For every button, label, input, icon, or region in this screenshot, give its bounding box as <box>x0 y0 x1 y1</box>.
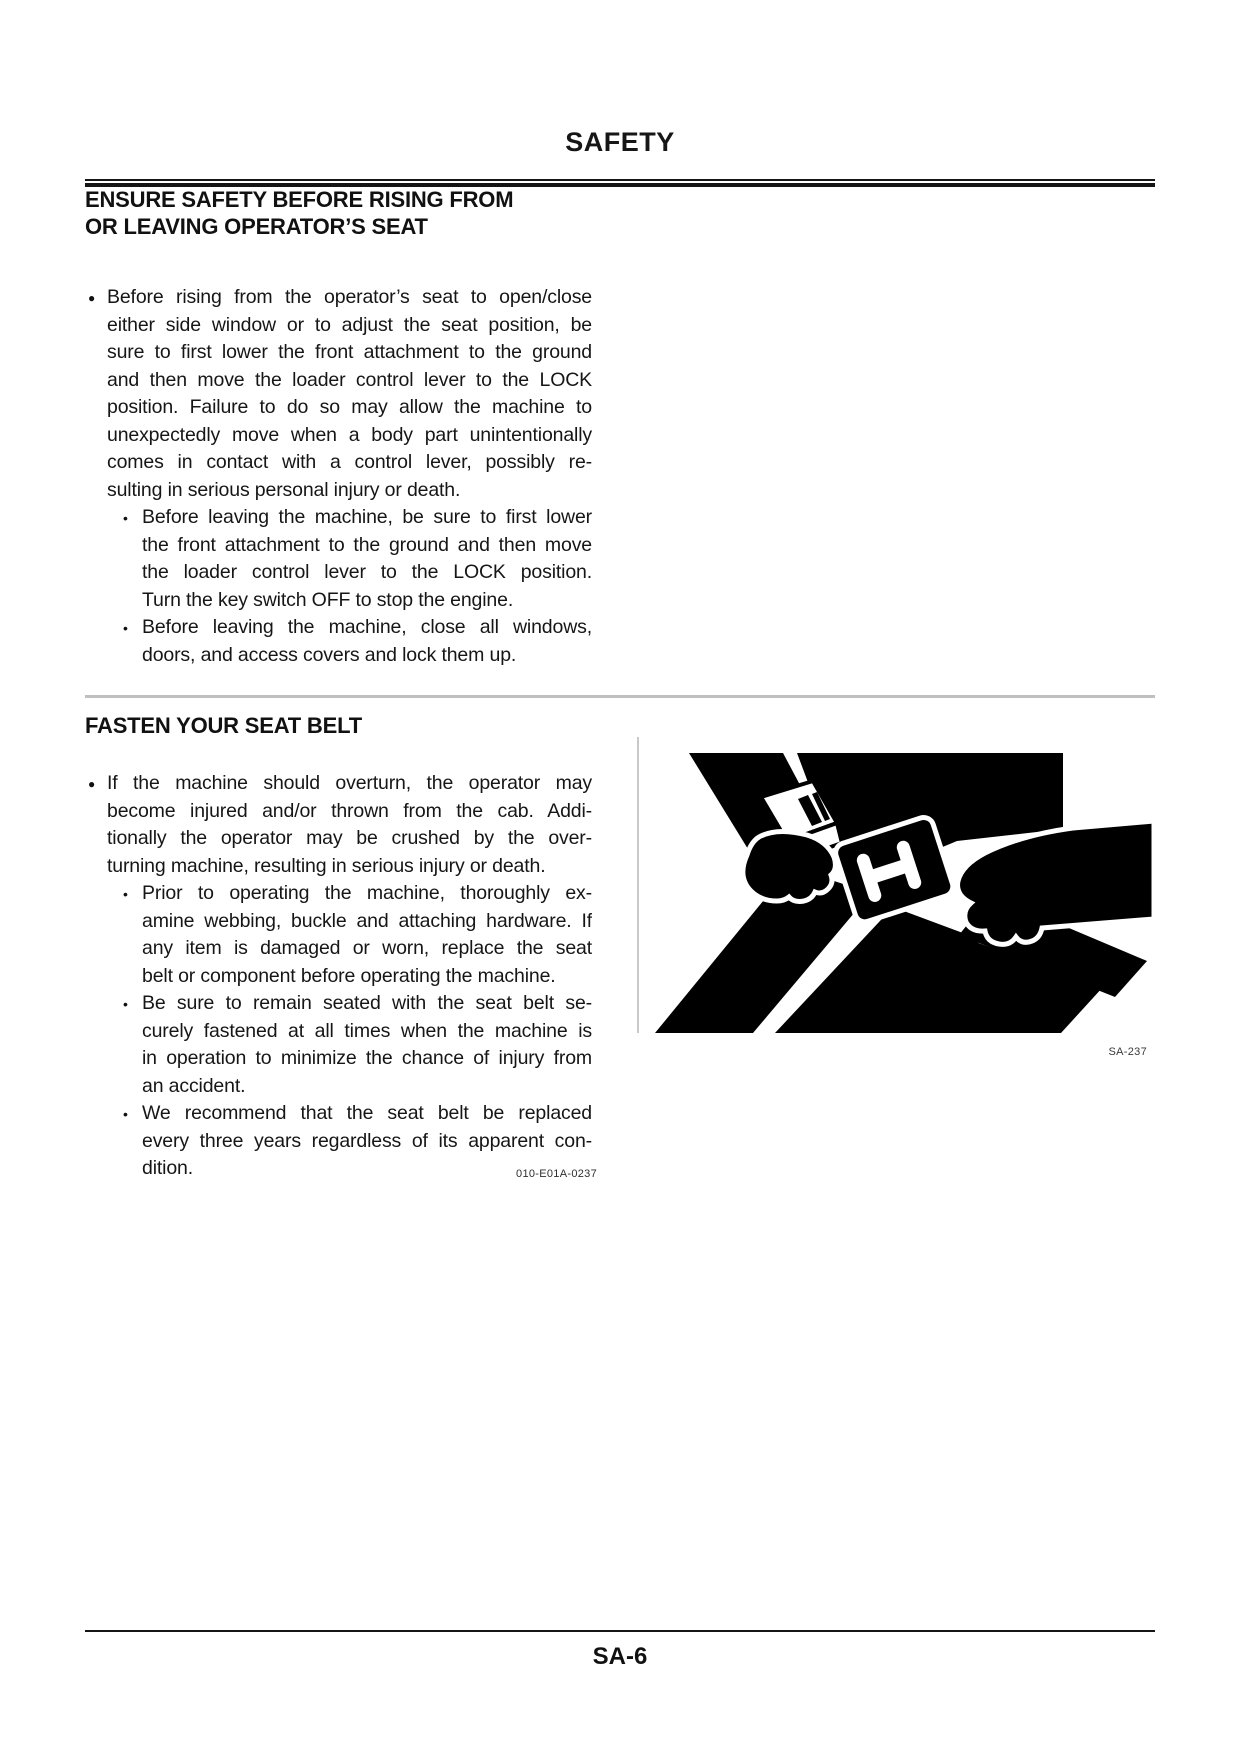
bullet-item <box>85 284 592 504</box>
bullet-text-line: Be sure to remain seated with the seat belt se- <box>142 992 592 1014</box>
bullet-text-line: every three years regardless of its apparent con- <box>142 1129 592 1152</box>
section-divider <box>85 695 1155 698</box>
bullet-marker-icon: ● <box>88 776 96 791</box>
bullet-text-line: and then move the loader control lever to the LOCK <box>107 368 592 391</box>
sub-bullet-marker-icon: • <box>123 995 128 1012</box>
bullet-text-line: comes in contact with a control lever, possibly re- <box>107 451 592 473</box>
bullet-text-line: belt or component before operating the machine. <box>142 964 556 987</box>
footer-rule <box>85 1630 1155 1632</box>
bullet-text-line: Turn the key switch OFF to stop the engine. <box>142 588 514 611</box>
footer-page-number: SA-6 <box>592 1643 648 1670</box>
bullet-text-line: tionally the operator may be crushed by the over- <box>107 827 592 849</box>
bullet-item <box>85 770 592 880</box>
sub-bullet-item <box>85 504 592 614</box>
section-ensure-safety <box>85 186 592 669</box>
page-title: SAFETY <box>565 127 675 157</box>
figure-panel <box>641 735 1154 1033</box>
bullet-text-line: dition. <box>142 1157 193 1179</box>
bullet-text-line: in operation to minimize the chance of injury from <box>142 1047 592 1069</box>
bullet-text-line: amine webbing, buckle and attaching hardware. If <box>142 909 592 932</box>
sub-bullet-item <box>85 614 592 669</box>
seat-belt-buckle-illustration <box>641 735 1154 1033</box>
bullet-text-line: Before rising from the operator’s seat to open/close <box>107 286 592 308</box>
section-heading: FASTEN YOUR SEAT BELT <box>85 713 362 738</box>
sub-bullet-marker-icon: • <box>123 509 128 526</box>
section-fasten-seat-belt <box>85 712 592 1183</box>
sub-bullet-marker-icon: • <box>123 619 128 636</box>
bullet-text-line: turning machine, resulting in serious injury or death. <box>107 854 546 877</box>
bullet-text-line: If the machine should overturn, the operator may <box>107 772 592 794</box>
sub-bullet-item <box>85 880 592 990</box>
bullet-text-line: unexpectedly move when a body part unintentionally <box>107 423 592 446</box>
bullet-text-line: position. Failure to do so may allow the machine to <box>107 396 592 418</box>
bullet-text-line: the front attachment to the ground and then move <box>142 533 592 556</box>
bullet-text-line: We recommend that the seat belt be replaced <box>142 1102 592 1124</box>
bullet-text-line: doors, and access covers and lock them up. <box>142 643 517 666</box>
bullet-marker-icon: ● <box>88 290 96 305</box>
bullet-text-line: an accident. <box>142 1074 246 1097</box>
bullet-text-line: Prior to operating the machine, thoroughly ex- <box>142 882 592 904</box>
bullet-text-line: become injured and/or thrown from the cab. Addi- <box>107 799 592 822</box>
bullet-text-line: sulting in serious personal injury or death. <box>107 478 461 501</box>
bullet-text-line: Before leaving the machine, be sure to first lower <box>142 506 592 528</box>
section-heading: ENSURE SAFETY BEFORE RISING FROM OR LEAVING OPERATOR’S SEAT <box>85 187 514 239</box>
bullet-text-line: Before leaving the machine, close all windows, <box>142 616 592 638</box>
sub-bullet-marker-icon: • <box>123 885 128 902</box>
bullet-text-line: either side window or to adjust the seat position, be <box>107 313 592 336</box>
bullet-text-line: any item is damaged or worn, replace the seat <box>142 937 592 959</box>
sub-bullet-marker-icon: • <box>123 1105 128 1122</box>
bullet-text-line: the loader control lever to the LOCK position. <box>142 561 592 583</box>
bullet-text-line: curely fastened at all times when the machine is <box>142 1019 592 1042</box>
figure-caption: SA-237 <box>1108 1046 1147 1058</box>
bullet-text-line: sure to first lower the front attachment to the ground <box>107 341 592 363</box>
sub-bullet-item <box>85 990 592 1100</box>
figure-left-rule <box>637 737 639 1033</box>
figure-reference-code: 010-E01A-0237 <box>516 1168 597 1180</box>
